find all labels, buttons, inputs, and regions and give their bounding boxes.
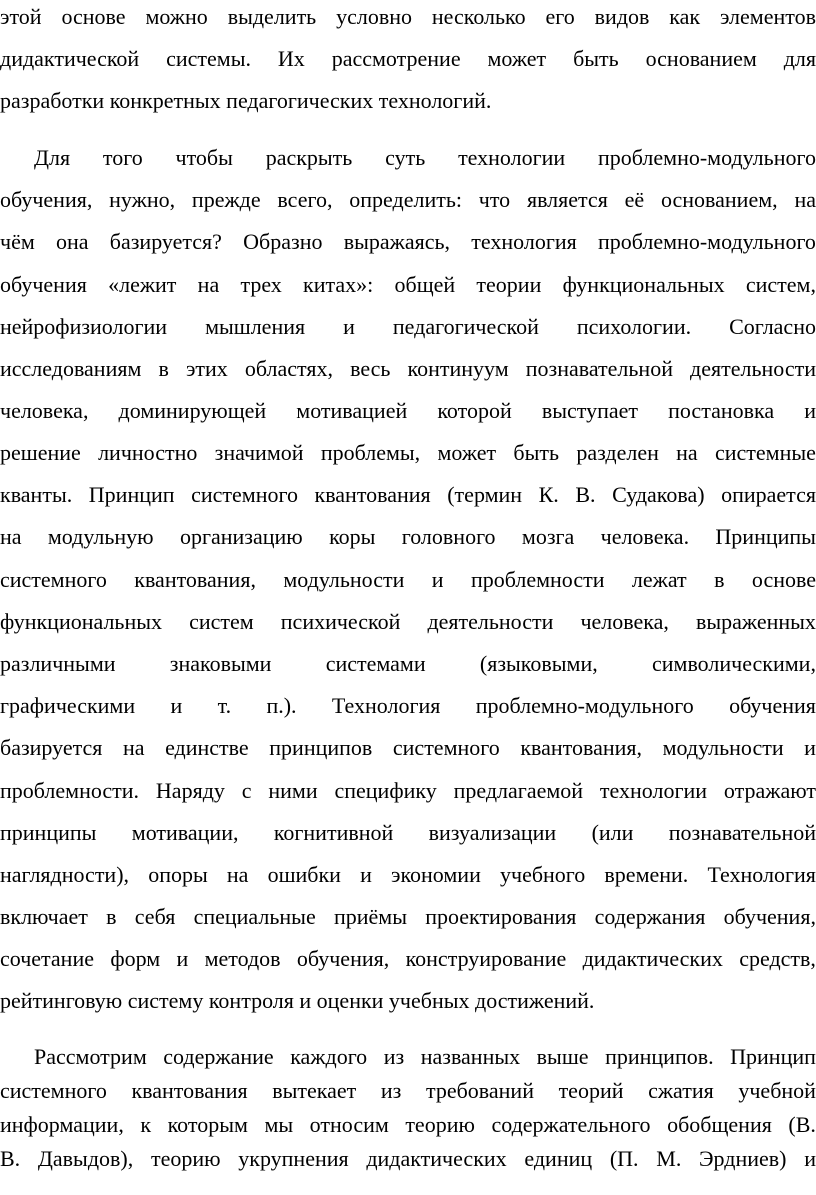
text-line: графическими и т. п.). Технология проблемно-модульного обучения (0, 693, 816, 718)
text-line: человека, доминирующей мотивацией которой выступает постановка и (0, 398, 816, 423)
text-line: сочетание форм и методов обучения, конструирование дидактических средств, (0, 946, 816, 971)
text-line: нейрофизиологии мышления и педагогической психологии. Согласно (0, 314, 816, 339)
text-line: системного квантования вытекает из требований теорий сжатия учебной (0, 1078, 816, 1103)
text-line: решение личностно значимой проблемы, может быть разделен на системные (0, 440, 816, 465)
text-line: включает в себя специальные приёмы проектирования содержания обучения, (0, 904, 816, 929)
text-line: функциональных систем психической деятельности человека, выраженных (0, 609, 816, 634)
text-line: обучения «лежит на трех китах»: общей теории функциональных систем, (0, 272, 816, 297)
text-line: обучения, нужно, прежде всего, определить: что является её основанием, на (0, 187, 816, 212)
text-line: Рассмотрим содержание каждого из названных выше принципов. Принцип (34, 1044, 816, 1069)
text-line: рейтинговую систему контроля и оценки учебных достижений. (0, 988, 595, 1013)
text-line: Для того чтобы раскрыть суть технологии проблемно-модульного (34, 145, 816, 170)
text-line: проблемности. Наряду с ними специфику предлагаемой технологии отражают (0, 778, 816, 803)
text-line: дидактической системы. Их рассмотрение может быть основанием для (0, 46, 816, 71)
text-line: на модульную организацию коры головного мозга человека. Принципы (0, 524, 816, 549)
text-line: В. Давыдов), теорию укрупнения дидактических единиц (П. М. Эрдниев) и (0, 1146, 816, 1171)
text-line: этой основе можно выделить условно несколько его видов как элементов (0, 4, 816, 29)
text-line: чём она базируется? Образно выражаясь, технология проблемно-модульного (0, 229, 816, 254)
text-line: принципы мотивации, когнитивной визуализации (или познавательной (0, 820, 816, 845)
text-line: исследованиям в этих областях, весь континуум познавательной деятельности (0, 356, 816, 381)
text-line: разработки конкретных педагогических технологий. (0, 88, 492, 113)
text-line: базируется на единстве принципов системного квантования, модульности и (0, 735, 816, 760)
text-line: кванты. Принцип системного квантования (термин К. В. Судакова) опирается (0, 482, 816, 507)
text-line: системного квантования, модульности и проблемности лежат в основе (0, 567, 816, 592)
text-line: наглядности), опоры на ошибки и экономии учебного времени. Технология (0, 862, 816, 887)
text-line: различными знаковыми системами (языковыми, символическими, (0, 651, 816, 676)
text-line: информации, к которым мы относим теорию содержательного обобщения (В. (0, 1112, 816, 1137)
